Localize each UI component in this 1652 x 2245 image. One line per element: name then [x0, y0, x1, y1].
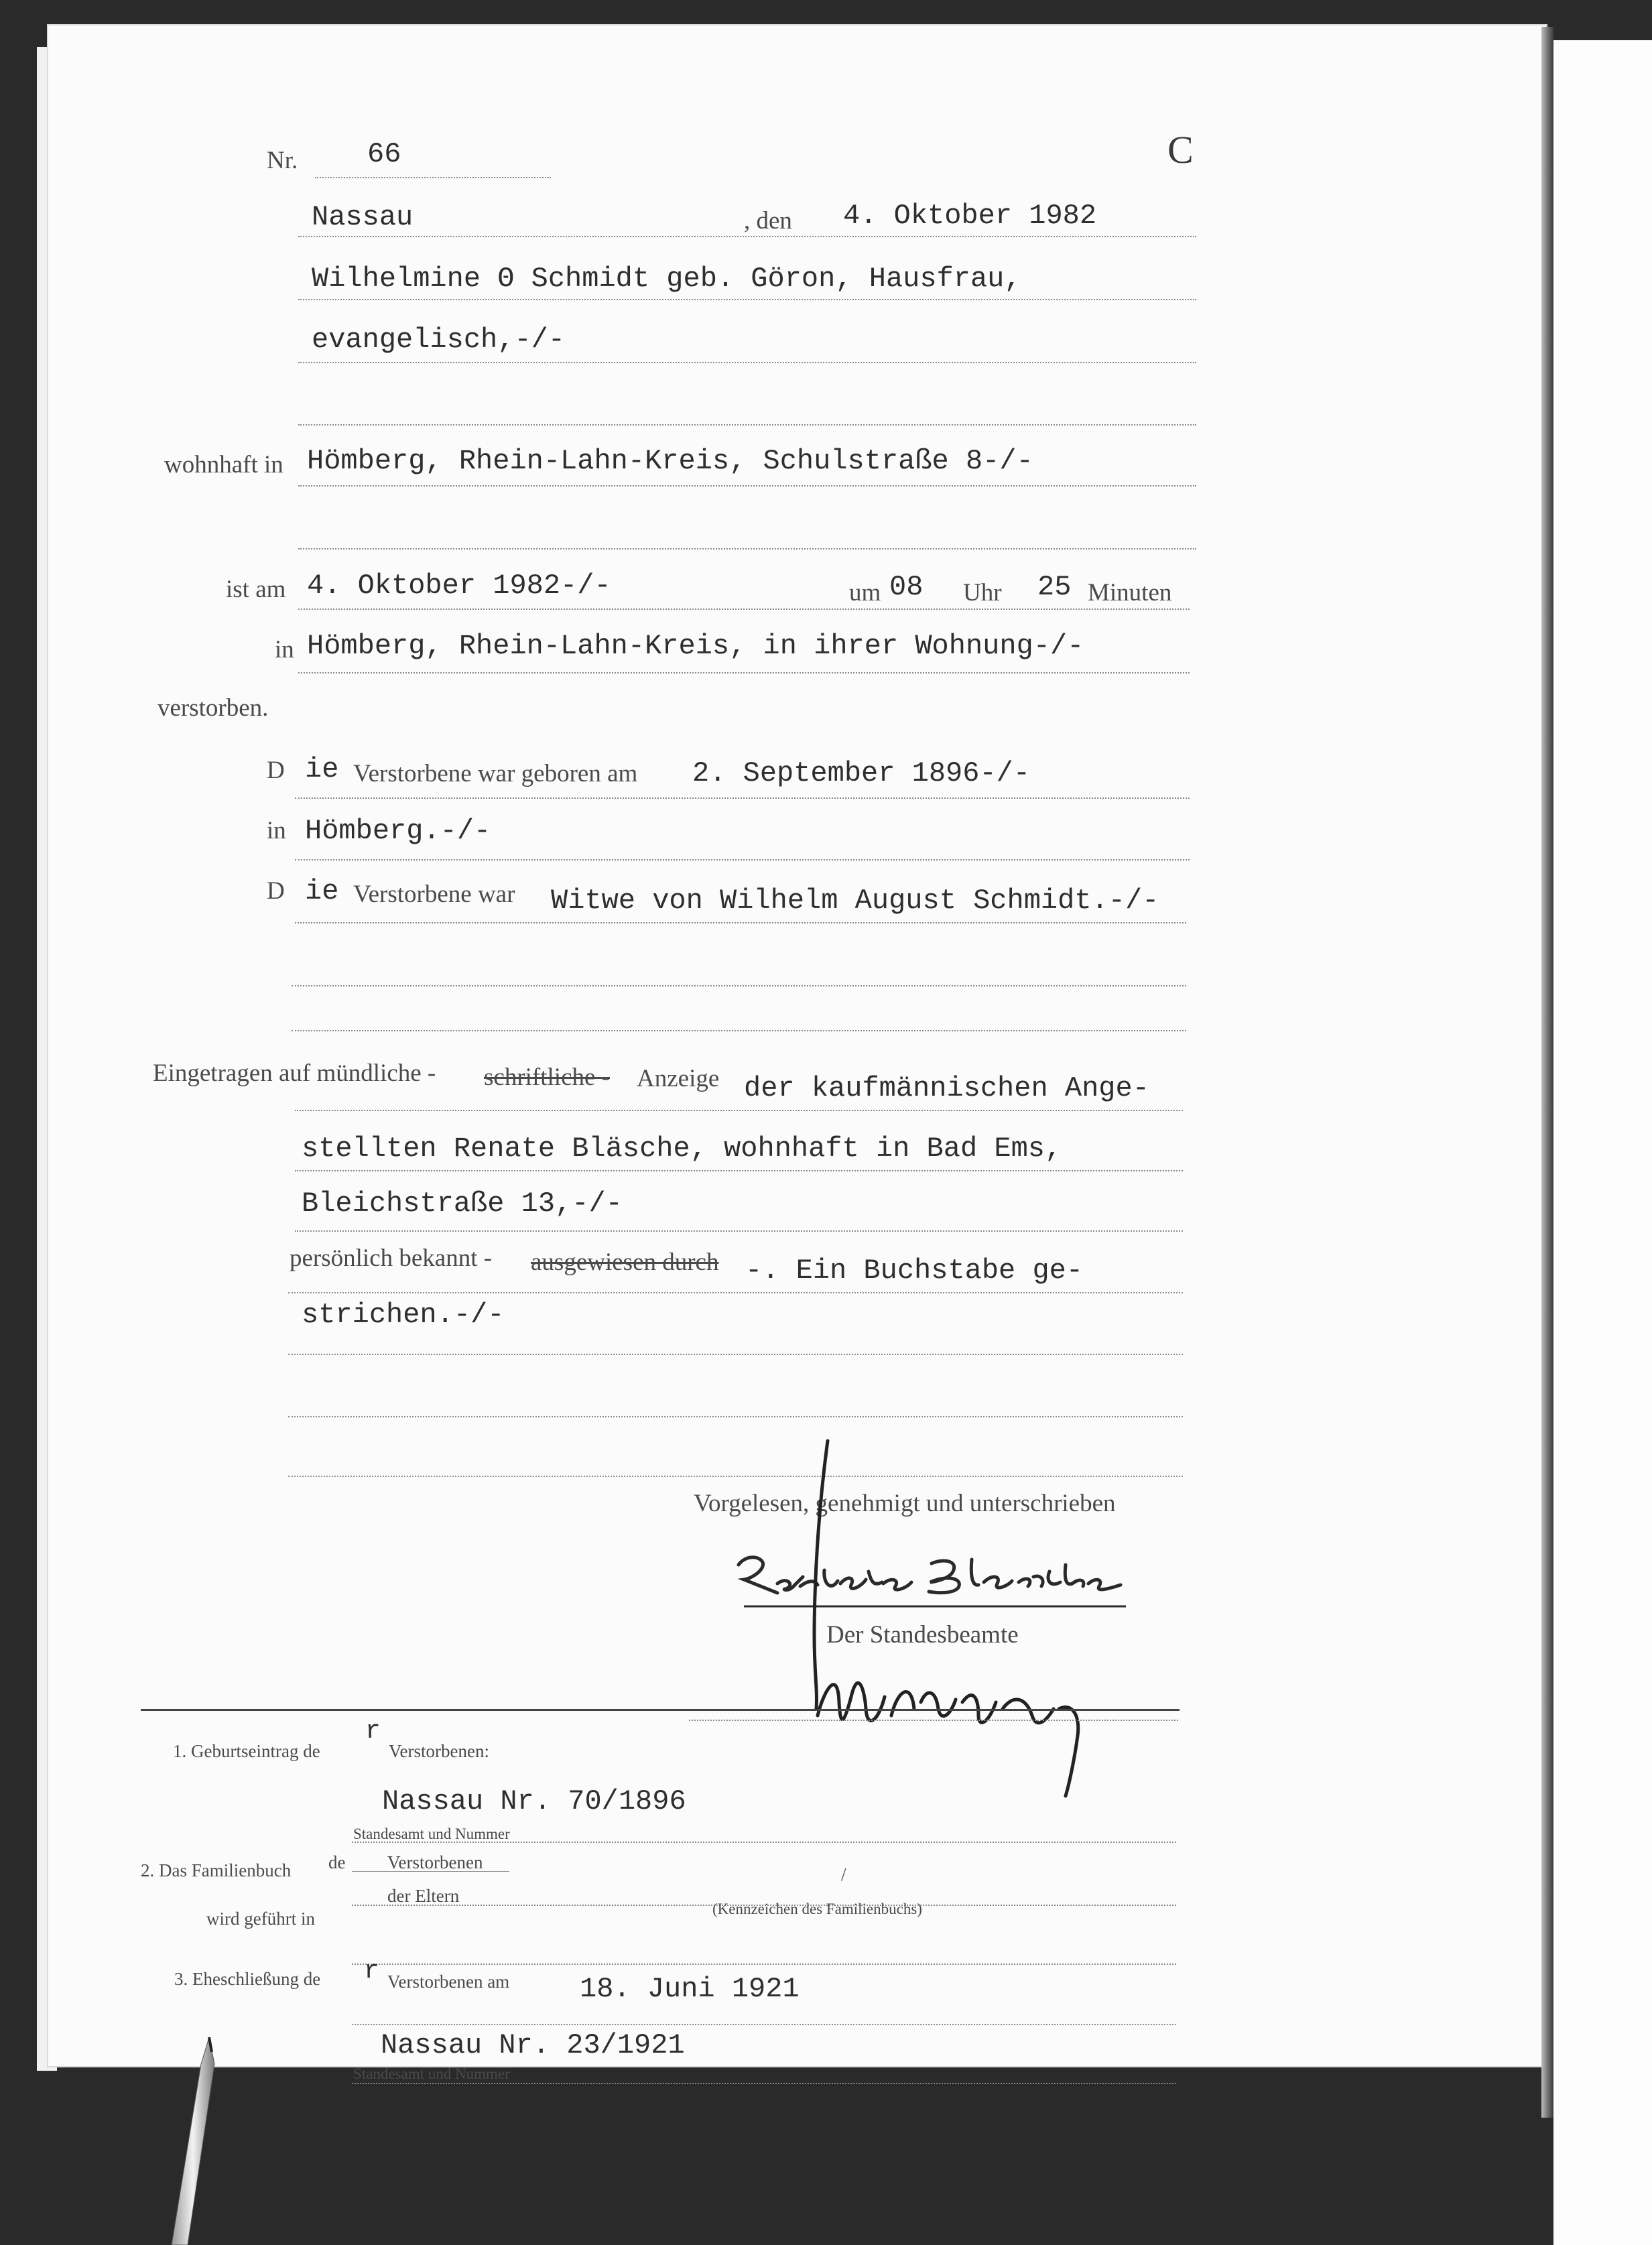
- uhr-label: Uhr: [963, 579, 1002, 606]
- ist-am-label: ist am: [226, 576, 286, 603]
- registration-rule-6: [288, 1416, 1183, 1417]
- registration-line-4: -. Ein Buchstabe ge-: [745, 1255, 1084, 1287]
- birth-date-rule: [295, 797, 1190, 799]
- item1-suffix: r: [365, 1717, 381, 1746]
- birth-date: 2. September 1896-/-: [692, 757, 1031, 789]
- item1-label-2: Verstorbenen:: [389, 1741, 489, 1761]
- item2-verstorbenen: Verstorbenen: [387, 1852, 483, 1872]
- birth-ie: ie: [305, 753, 339, 785]
- person-line-1: Wilhelmine Θ Schmidt geb. Göron, Hausfrau,: [312, 263, 1021, 295]
- entry-number: 66: [367, 138, 401, 170]
- death-date-rule: [298, 608, 1190, 610]
- status-ie: ie: [305, 875, 339, 907]
- item3-label: 3. Eheschließung de: [174, 1969, 321, 1989]
- registration-label-2: Anzeige: [637, 1065, 720, 1092]
- item2-caption: (Kennzeichen des Familienbuchs): [712, 1901, 922, 1917]
- official-signature: [777, 1434, 1153, 1796]
- person-rule-3: [298, 424, 1196, 426]
- birth-d-label: D: [267, 757, 285, 784]
- death-place-rule: [298, 672, 1190, 674]
- death-hour: 08: [889, 571, 924, 603]
- registration-label-1: Eingetragen auf mündliche -: [153, 1060, 436, 1087]
- status-rule-2: [292, 985, 1186, 986]
- status-rule-3: [292, 1030, 1186, 1031]
- item3-suffix: r: [364, 1957, 379, 1986]
- register-letter: C: [1167, 128, 1194, 172]
- birth-in-label: in: [267, 817, 286, 844]
- status-label: Verstorbene war: [353, 881, 515, 908]
- registration-struck: schriftliche -: [484, 1064, 610, 1091]
- den-label: , den: [744, 207, 792, 235]
- status-rule: [295, 922, 1186, 923]
- registration-line-5: strichen.-/-: [302, 1299, 505, 1331]
- registration-line-1: der kaufmännischen Ange-: [744, 1072, 1149, 1104]
- death-date: 4. Oktober 1982-/-: [307, 570, 611, 602]
- book-gutter: [1541, 27, 1553, 2118]
- footer-separator: [141, 1709, 1180, 1711]
- registration-line-2: stellten Renate Bläsche, wohnhaft in Bad Ems,: [302, 1133, 1062, 1165]
- item3-caption: Standesamt und Nummer: [353, 2065, 510, 2082]
- person-rule-1: [298, 299, 1196, 300]
- death-place: Hömberg, Rhein-Lahn-Kreis, in ihrer Wohnung-/-: [307, 630, 1084, 662]
- registration-rule-3: [295, 1230, 1183, 1232]
- residence-rule: [298, 485, 1196, 487]
- item3-rule-2: [352, 2083, 1176, 2084]
- registration-rule-1: [295, 1110, 1183, 1111]
- birth-label: Verstorbene war geboren am: [353, 760, 638, 787]
- bekannt-label: persönlich bekannt -: [290, 1244, 493, 1272]
- birth-place-rule: [295, 859, 1190, 860]
- item1-label: 1. Geburtseintrag de: [173, 1741, 320, 1761]
- item3-label-2: Verstorbenen am: [387, 1972, 510, 1992]
- person-rule-2: [298, 362, 1196, 363]
- birth-place: Hömberg.-/-: [305, 815, 491, 847]
- item2-label-2: wird geführt in: [206, 1909, 315, 1929]
- item3-rule: [352, 2024, 1176, 2025]
- record-date: 4. Oktober 1982: [843, 200, 1097, 232]
- official-label: Der Standesbeamte: [826, 1621, 1019, 1649]
- item3-value: Nassau Nr. 23/1921: [381, 2029, 685, 2061]
- residence-value: Hömberg, Rhein-Lahn-Kreis, Schulstraße 8-/-: [307, 445, 1033, 477]
- item1-caption: Standesamt und Nummer: [353, 1825, 510, 1842]
- registration-line-3: Bleichstraße 13,-/-: [302, 1188, 623, 1220]
- place: Nassau: [312, 201, 414, 233]
- item2-label: 2. Das Familienbuch: [141, 1860, 292, 1880]
- death-minutes: 25: [1037, 571, 1072, 603]
- item2-eltern: der Eltern: [387, 1886, 460, 1906]
- pen: [168, 2037, 221, 2245]
- verstorben-label: verstorben.: [157, 694, 269, 722]
- minuten-label: Minuten: [1088, 579, 1172, 606]
- official-rule: [689, 1720, 1178, 1721]
- read-approved-label: Vorgelesen, genehmigt und unterschrieben: [694, 1490, 1116, 1517]
- death-in-label: in: [275, 636, 294, 663]
- status-d-label: D: [267, 877, 285, 905]
- registration-rule-4: [288, 1292, 1183, 1293]
- person-line-2: evangelisch,-/-: [312, 324, 566, 356]
- item2-slash: /: [841, 1864, 846, 1884]
- item1-value: Nassau Nr. 70/1896: [382, 1785, 686, 1817]
- status-value: Witwe von Wilhelm August Schmidt.-/-: [551, 885, 1159, 917]
- residence-label: wohnhaft in: [164, 451, 283, 478]
- item2-de: de: [328, 1852, 346, 1872]
- item2-option-rule: [352, 1871, 509, 1872]
- facing-page: [1553, 40, 1652, 2245]
- item2-rule-2: [352, 1964, 1176, 1965]
- bekannt-struck: ausgewiesen durch: [531, 1248, 719, 1276]
- residence-rule-2: [298, 548, 1196, 550]
- registration-rule-5: [288, 1354, 1183, 1355]
- nr-rule: [315, 177, 551, 178]
- place-rule: [298, 236, 1196, 237]
- nr-label: Nr.: [267, 147, 298, 174]
- item3-date: 18. Juni 1921: [580, 1973, 800, 2005]
- registration-rule-2: [295, 1170, 1183, 1171]
- um-label: um: [849, 579, 881, 606]
